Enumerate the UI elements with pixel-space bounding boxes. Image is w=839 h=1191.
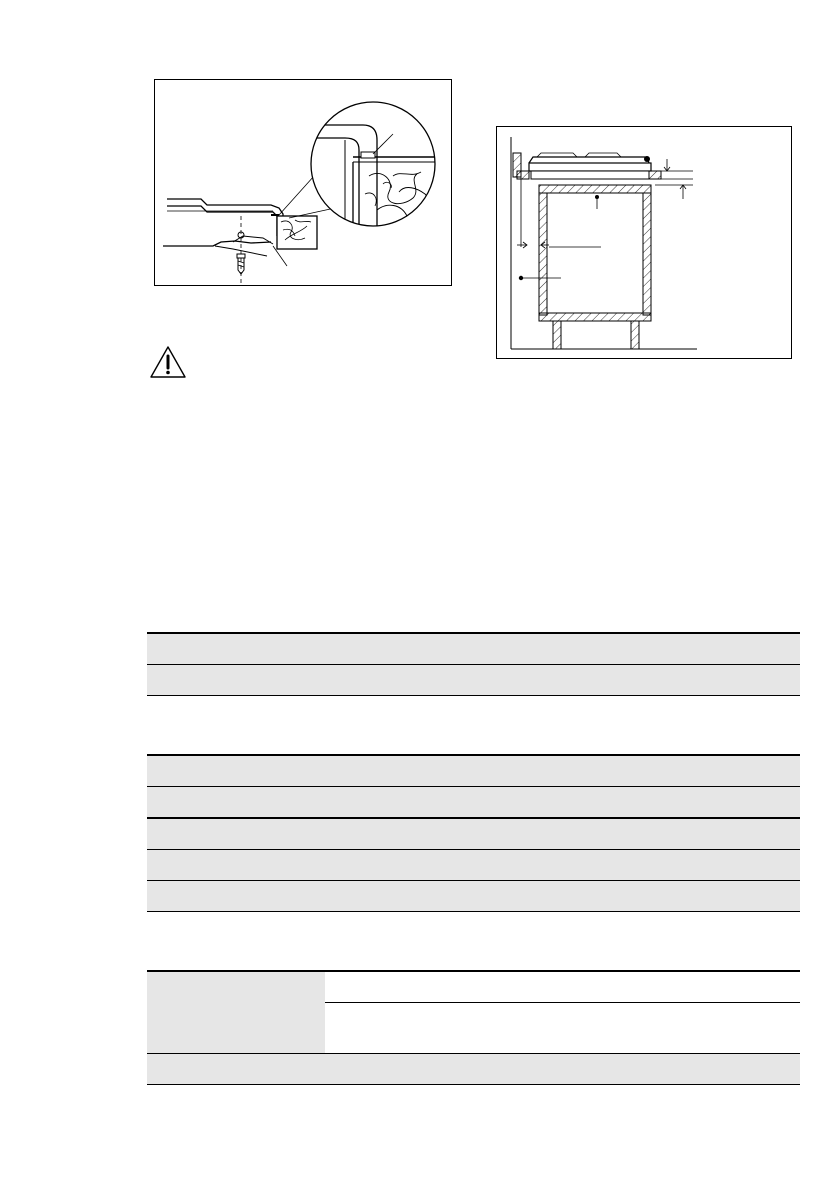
spec-table-3 bbox=[147, 970, 800, 1085]
table-row bbox=[147, 787, 800, 819]
table-cell bbox=[147, 818, 800, 850]
table-row bbox=[147, 1054, 800, 1085]
table-cell bbox=[147, 633, 800, 665]
cabinet-clearance-figure bbox=[496, 126, 792, 359]
gasket-installation-drawing bbox=[155, 80, 453, 287]
table-row bbox=[147, 665, 800, 696]
table-cell bbox=[325, 971, 800, 1003]
spec-table-2 bbox=[147, 754, 800, 912]
table-cell bbox=[325, 1003, 800, 1054]
table-cell bbox=[147, 1054, 800, 1085]
table-row bbox=[147, 881, 800, 912]
gasket-installation-figure bbox=[154, 79, 452, 286]
table-cell bbox=[147, 755, 800, 787]
table-row bbox=[147, 971, 800, 1003]
table-row bbox=[147, 850, 800, 881]
spec-table-1 bbox=[147, 632, 800, 696]
table-cell bbox=[147, 665, 800, 696]
table-cell bbox=[147, 850, 800, 881]
table-cell bbox=[147, 787, 800, 819]
table-row bbox=[147, 633, 800, 665]
table-cell bbox=[147, 881, 800, 912]
cabinet-clearance-drawing bbox=[497, 127, 793, 360]
table-row bbox=[147, 755, 800, 787]
warning-triangle-icon bbox=[149, 344, 187, 380]
table-row bbox=[147, 818, 800, 850]
table-label-cell bbox=[147, 971, 325, 1054]
